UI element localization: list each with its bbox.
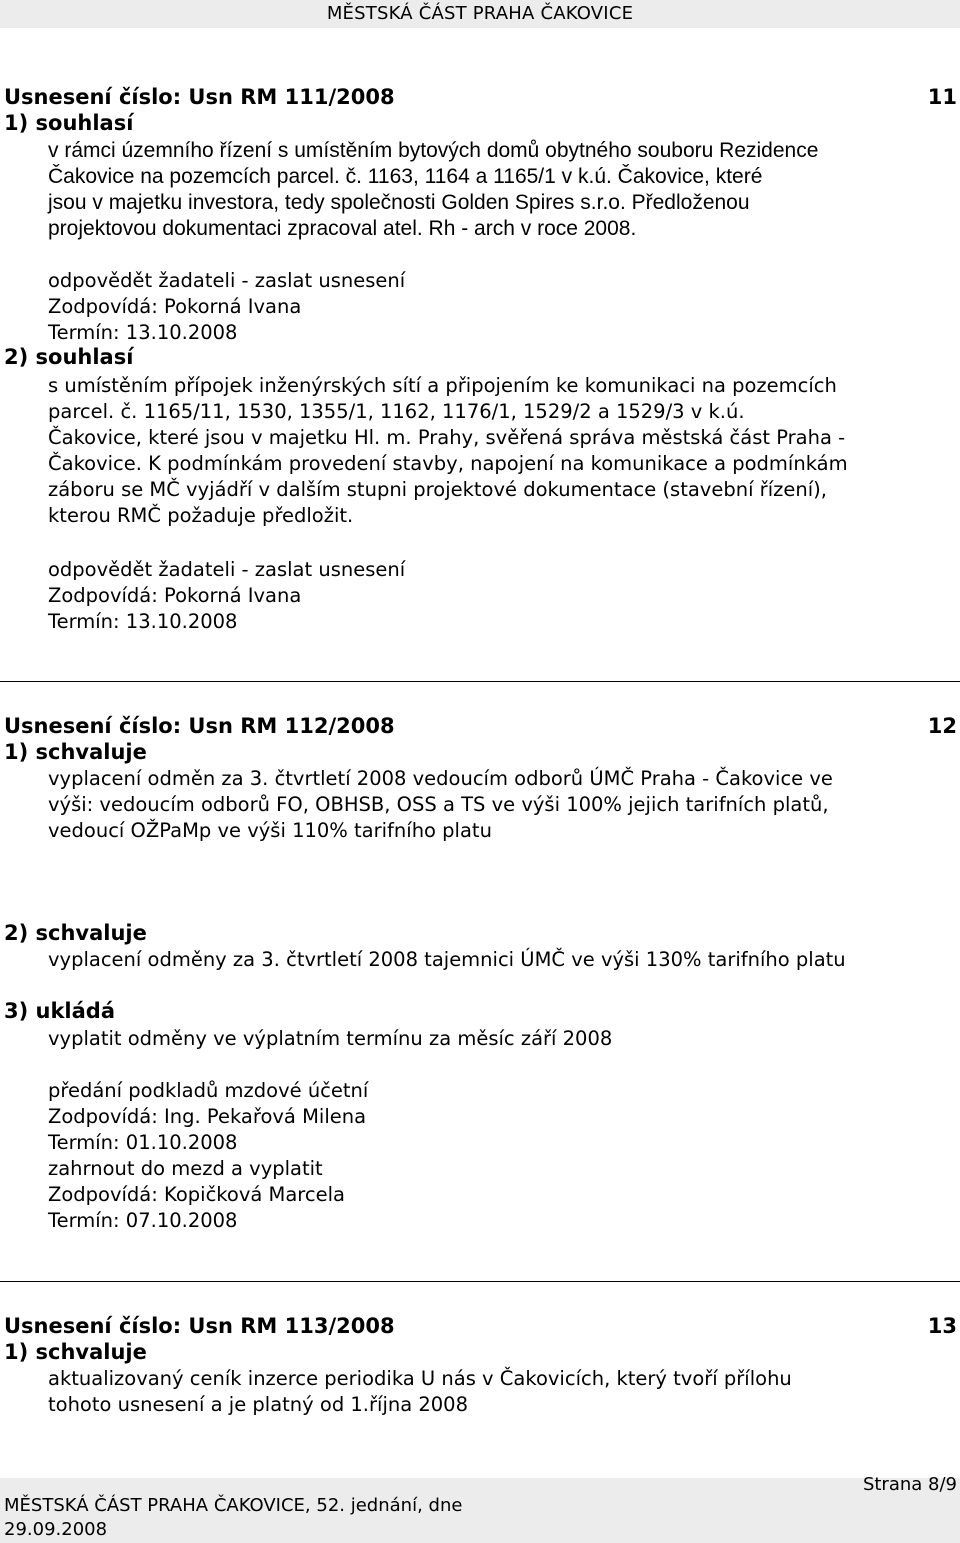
task-line: Zodpovídá: Ing. Pekařová Milena [48, 1105, 367, 1128]
text-line: záboru se MČ vyjádří v dalším stupni projektové dokumentace (stavební řízení), [48, 478, 827, 501]
footer-meeting-info [4, 1494, 462, 1542]
footer-line: 29.09.2008 [4, 1519, 108, 1540]
task-line: Termín: 01.10.2008 [48, 1131, 238, 1154]
resolution-number: 11 [927, 85, 957, 109]
text-line: Čakovice na pozemcích parcel. č. 1163, 1164 a 1165/1 v k.ú. Čakovice, které [48, 165, 763, 188]
task-list [48, 557, 958, 635]
resolution-title: Usnesení číslo: Usn RM 113/2008 [4, 1314, 395, 1338]
item-label: 3) ukládá [4, 999, 116, 1023]
item-label: 1) schvaluje [4, 1340, 147, 1364]
item-text [48, 947, 958, 973]
task-line: předání podkladů mzdové účetní [48, 1079, 369, 1102]
section-divider [0, 1281, 960, 1282]
item-label: 1) souhlasí [4, 111, 134, 135]
text-line: aktualizovaný ceník inzerce periodika U nás v Čakovicích, který tvoří přílohu [48, 1367, 792, 1390]
task-line: odpovědět žadateli - zaslat usnesení [48, 558, 406, 581]
text-line: výši: vedoucím odborů FO, OBHSB, OSS a TS ve výši 100% jejich tarifních platů, [48, 793, 829, 816]
text-line: vyplacení odměny za 3. čtvrtletí 2008 tajemnici ÚMČ ve výši 130% tarifního platu [48, 948, 846, 971]
text-line: vyplatit odměny ve výplatním termínu za měsíc září 2008 [48, 1027, 613, 1050]
task-line: odpovědět žadateli - zaslat usnesení [48, 269, 406, 292]
item-text [48, 766, 958, 844]
task-line: Termín: 13.10.2008 [48, 321, 238, 344]
task-line: Zodpovídá: Pokorná Ivana [48, 295, 302, 318]
item-text [48, 373, 958, 529]
text-line: vedoucí OŽPaMp ve výši 110% tarifního platu [48, 819, 492, 842]
item-text [48, 138, 958, 242]
section-divider [0, 681, 960, 682]
footer-line: MĚSTSKÁ ČÁST PRAHA ČAKOVICE, 52. jednání, dne [4, 1495, 463, 1516]
text-line: kterou RMČ požaduje předložit. [48, 504, 354, 527]
text-line: tohoto usnesení a je platný od 1.října 2008 [48, 1393, 468, 1416]
text-line: Čakovice, které jsou v majetku Hl. m. Prahy, svěřená správa městská část Praha - [48, 426, 846, 449]
task-line: Zodpovídá: Kopičková Marcela [48, 1183, 345, 1206]
task-list [48, 268, 958, 346]
text-line: v rámci územního řízení s umístěním bytových domů obytného souboru Rezidence [48, 139, 819, 162]
task-list [48, 1078, 958, 1234]
item-text [48, 1366, 958, 1418]
item-text [48, 1026, 958, 1052]
resolution-number: 12 [927, 714, 957, 738]
page-header-title: MĚSTSKÁ ČÁST PRAHA ČAKOVICE [326, 3, 634, 24]
text-line: jsou v majetku investora, tedy společnosti Golden Spires s.r.o. Předloženou [48, 191, 750, 214]
task-line: Termín: 13.10.2008 [48, 610, 238, 633]
text-line: s umístěním přípojek inženýrských sítí a připojením ke komunikaci na pozemcích [48, 374, 837, 397]
item-label: 2) schvaluje [4, 921, 147, 945]
text-line: Čakovice. K podmínkám provedení stavby, napojení na komunikace a podmínkám [48, 452, 848, 475]
task-line: zahrnout do mezd a vyplatit [48, 1157, 323, 1180]
task-line: Termín: 07.10.2008 [48, 1209, 238, 1232]
resolution-number: 13 [927, 1314, 957, 1338]
page-number: Strana 8/9 [862, 1474, 957, 1495]
text-line: parcel. č. 1165/11, 1530, 1355/1, 1162, 1176/1, 1529/2 a 1529/3 v k.ú. [48, 400, 745, 423]
item-label: 2) souhlasí [4, 345, 134, 369]
item-label: 1) schvaluje [4, 740, 147, 764]
text-line: vyplacení odměn za 3. čtvrtletí 2008 vedoucím odborů ÚMČ Praha - Čakovice ve [48, 767, 833, 790]
text-line: projektovou dokumentaci zpracoval atel. Rh - arch v roce 2008. [48, 217, 637, 240]
task-line: Zodpovídá: Pokorná Ivana [48, 584, 302, 607]
resolution-title: Usnesení číslo: Usn RM 112/2008 [4, 714, 395, 738]
resolution-title: Usnesení číslo: Usn RM 111/2008 [4, 85, 395, 109]
